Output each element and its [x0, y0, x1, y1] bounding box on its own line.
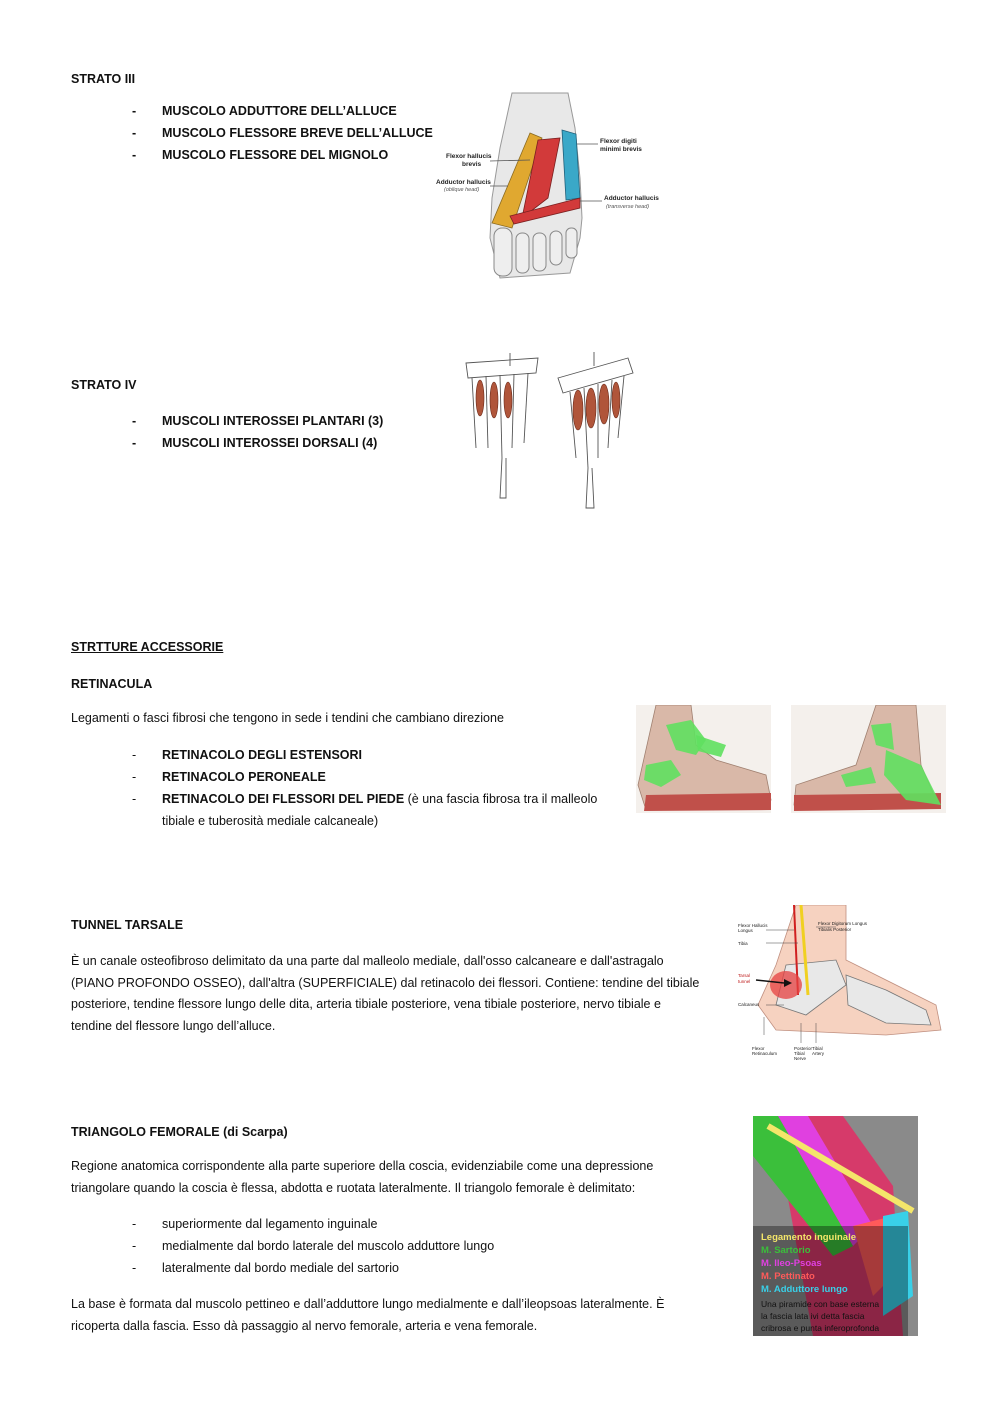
label-flexor-hallucis: Flexor hallucis	[446, 153, 492, 160]
list-item: - RETINACOLO DEGLI ESTENSORI	[132, 748, 363, 762]
label-pt-nerve-3: Nerve	[794, 1056, 807, 1061]
retinacula-figure	[636, 705, 946, 815]
triangolo-outro: La base è formata dal muscolo pettineo e dall’adduttore lungo medialmente e dall’ileopsoas lateralmente. È ricoperta dalla fascia. Esso dà passaggio al nervo femorale, arteria e vena femorale.	[71, 1297, 665, 1333]
label-adductor-transverse: Adductor hallucis	[604, 195, 659, 202]
label-pt-nerve-2: Tibial	[794, 1051, 805, 1056]
label-brevis: brevis	[462, 161, 482, 168]
strato3-list	[71, 100, 433, 166]
label-fdl-2: Tibialis Posterior	[818, 927, 852, 932]
interossei-figure	[458, 348, 648, 518]
label-oblique-head: (oblique head)	[444, 187, 480, 193]
label-fhl-1: Flexor Hallucis	[738, 923, 768, 928]
label-tib-artery-1: Tibial	[812, 1046, 823, 1051]
label-minimi-brevis: minimi brevis	[600, 146, 642, 153]
retinacula-title: RETINACULA	[71, 677, 153, 691]
tunnel-description: È un canale osteofibroso delimitato da una parte dal malleolo mediale, dall'osso calcaneare e dall'astragalo (PIANO PROFONDO OSSEO), dall'altra (SUPERFICIALE) dal retinacolo dei flessori. Contiene: tendine del tibiale posteriore, tendine flessore lungo delle dita, arteria tibiale posteriore, vena tibiale posteriore, nervo tibiale e tendine del flessore lungo dell’alluce.	[71, 954, 700, 1033]
retinacula-list	[71, 744, 597, 832]
label-fdl-1: Flexor Digitorum Longus	[818, 921, 868, 926]
label-flexor-ret-1: Flexor	[752, 1046, 765, 1051]
legend-legamento-inguinale: Legamento inguinale	[761, 1232, 857, 1243]
label-tib-artery-2: Artery	[812, 1051, 825, 1056]
tunnel-title: TUNNEL TARSALE	[71, 918, 184, 932]
label-tibia: Tibia	[738, 941, 748, 946]
list-item: - RETINACOLO DEI FLESSORI DEL PIEDE (è una fascia fibrosa tra il malleolo	[132, 792, 598, 806]
triangolo-list	[71, 1213, 494, 1279]
label-tarsal-2: tunnel	[738, 979, 751, 984]
list-item: - MUSCOLI INTEROSSEI DORSALI (4)	[132, 436, 378, 450]
legend-sartorio: M. Sartorio	[761, 1245, 811, 1256]
foot-muscles-layer3-figure	[430, 88, 670, 283]
label-adductor-oblique: Adductor hallucis	[436, 179, 491, 186]
legend-pettinato: M. Pettinato	[761, 1271, 815, 1282]
triangolo-title: TRIANGOLO FEMORALE (di Scarpa)	[71, 1125, 288, 1139]
tarsal-tunnel-figure	[736, 905, 946, 1065]
list-item: - MUSCOLO ADDUTTORE DELL’ALLUCE	[132, 104, 397, 118]
label-flexor-ret-2: Retinaculum	[752, 1051, 778, 1056]
triangolo-intro: Regione anatomica corrispondente alla parte superiore della coscia, evidenziabile come una depressione triangolare quando la coscia è flessa, abdotta e ruotata lateralmente. Il triangolo femorale è delimitato:	[71, 1159, 654, 1195]
list-item: - RETINACOLO PERONEALE	[132, 770, 326, 784]
caption-line: Una piramide con base esterna	[761, 1299, 880, 1309]
label-flexor-digiti: Flexor digiti	[600, 138, 637, 145]
legend-ileo-psoas: M. Ileo-Psoas	[761, 1258, 822, 1269]
list-item: - superiormente dal legamento inguinale	[132, 1217, 378, 1231]
legend-adduttore-lungo: M. Adduttore lungo	[761, 1284, 848, 1295]
list-item: - MUSCOLI INTEROSSEI PLANTARI (3)	[132, 414, 384, 428]
label-pt-nerve-1: Posterior	[794, 1046, 813, 1051]
list-item-continuation: tibiale e tuberosità mediale calcaneale)	[162, 814, 379, 828]
caption-line: cribrosa e punta inferoprofonda	[761, 1323, 880, 1333]
caption-line: la fascia lata ivi detta fascia	[761, 1311, 865, 1321]
strato3-title: STRATO III	[71, 72, 136, 86]
accessorie-title: STRTTURE ACCESSORIE	[71, 640, 224, 654]
strato4-list	[71, 410, 383, 454]
retinacula-description: Legamenti o fasci fibrosi che tengono in sede i tendini che cambiano direzione	[71, 711, 504, 725]
label-transverse-head: (transverse head)	[606, 204, 650, 210]
label-fhl-2: Longus	[738, 928, 753, 933]
list-item: - MUSCOLO FLESSORE DEL MIGNOLO	[132, 148, 389, 162]
list-item: - medialmente dal bordo laterale del muscolo adduttore lungo	[132, 1239, 495, 1253]
label-tarsal-1: Tarsal	[738, 973, 751, 978]
femoral-triangle-figure	[753, 1116, 918, 1336]
strato4-title: STRATO IV	[71, 378, 137, 392]
list-item: - lateralmente dal bordo mediale del sartorio	[132, 1261, 399, 1275]
list-item: - MUSCOLO FLESSORE BREVE DELL’ALLUCE	[132, 126, 433, 140]
label-calcaneus: Calcaneus	[738, 1002, 760, 1007]
